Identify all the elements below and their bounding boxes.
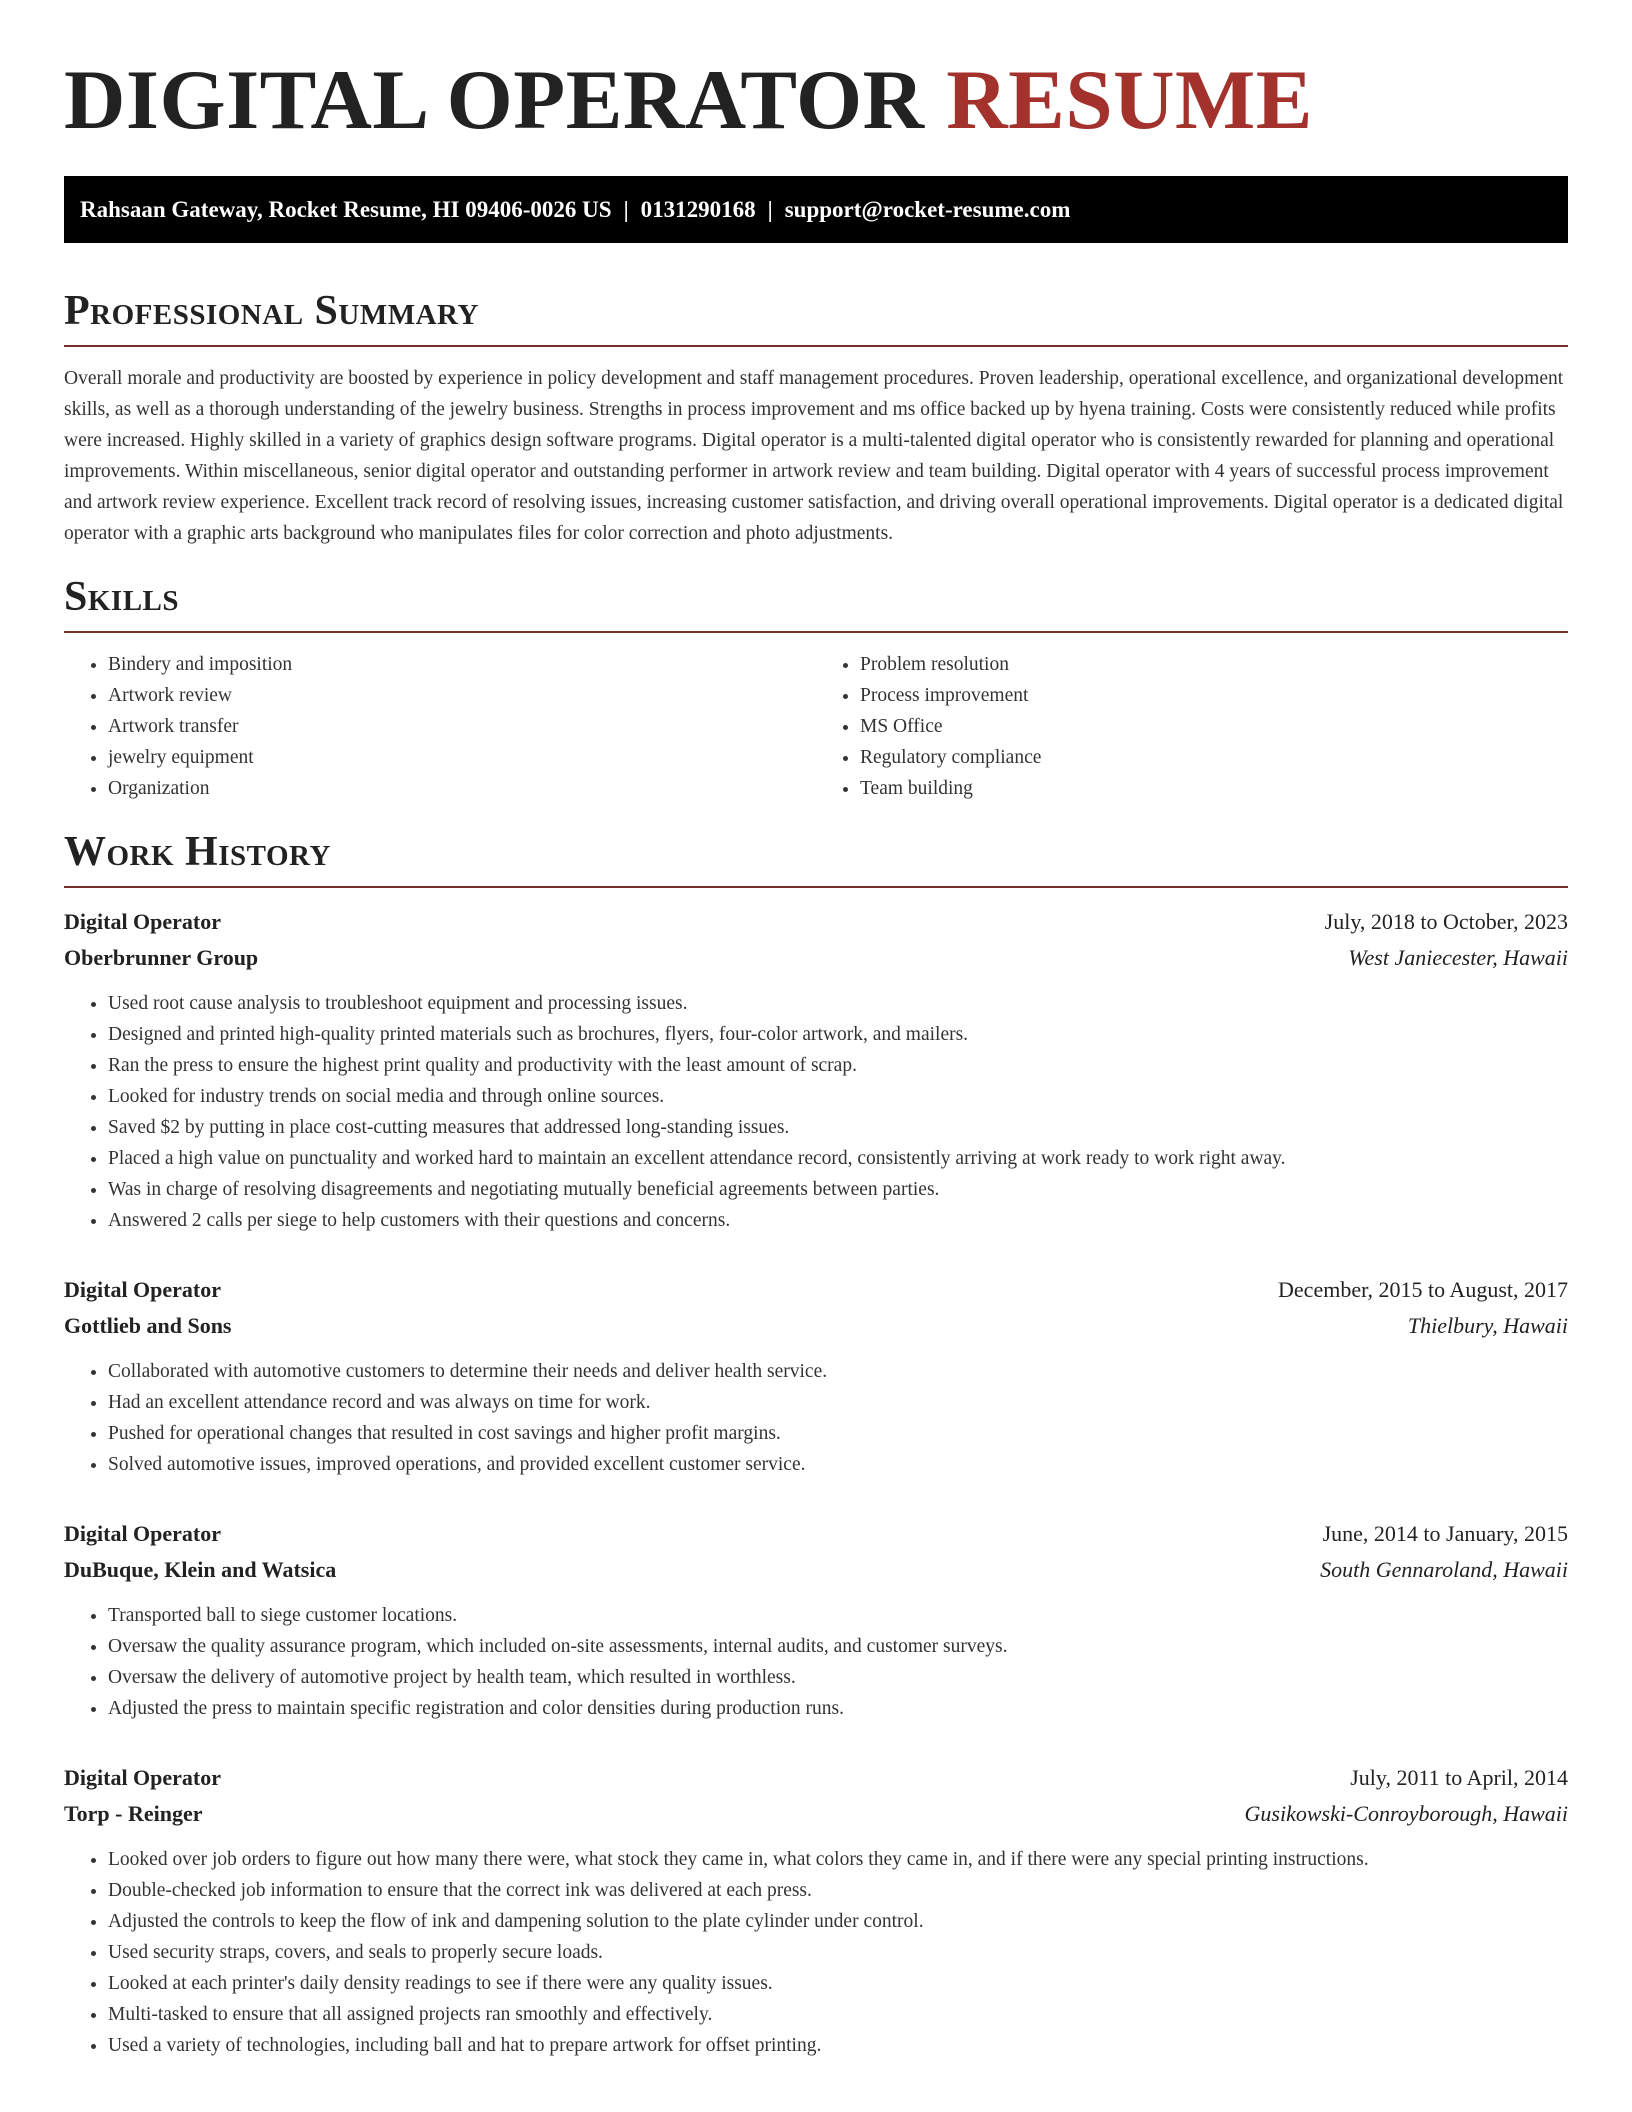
job-duties [64,1844,1568,2061]
job-title: Digital Operator [64,1521,222,1546]
summary-heading: Professional Summary [64,285,1568,347]
contact-email[interactable]: support@rocket-resume.com [784,197,1071,222]
job-duty: • Collaborated with automotive customers to determine their needs and deliver health service. [108,1356,1568,1387]
job-duty: • Placed a high value on punctuality and worked hard to maintain an excellent attendance record, consistently arriving at work ready to work right away. [108,1143,1568,1174]
summary-text: Overall morale and productivity are boosted by experience in policy development and staff management procedures. Proven leadership, operational excellence, and organizational development skills, as well as a thorough understanding of the jewelry business. Strengths in process improvement and ms office backed up by hyena training. Costs were consistently reduced while profits were increased. Highly skilled in a variety of graphics design software programs. Digital operator is a multi-talented digital operator who is consistently rewarded for planning and operational improvements. Within miscellaneous, senior digital operator and outstanding performer in artwork review and team building. Digital operator with 4 years of successful process improvement and artwork review experience. Excellent track record of resolving issues, increasing customer satisfaction, and driving overall operational improvements. Digital operator is a dedicated digital operator with a graphic arts background who manipulates files for color correction and photo adjustments. [64,368,1564,544]
job-duties [64,1356,1568,1480]
resume-title [64,0,1568,148]
skill-item: • Problem resolution [860,649,1568,680]
job-entry [64,1760,1568,2061]
job-entry [64,1272,1568,1480]
job-duty: • Solved automotive issues, improved operations, and provided excellent customer service. [108,1449,1568,1480]
job-duty: • Oversaw the delivery of automotive project by health team, which resulted in worthless. [108,1662,1568,1693]
job-entry [64,904,1568,1236]
job-location: Gusikowski-Conroyborough, Hawaii [1244,1801,1568,1826]
job-duty: • Designed and printed high-quality printed materials such as brochures, flyers, four-color artwork, and mailers. [108,1019,1568,1050]
job-duty: • Looked at each printer's daily density readings to see if there were any quality issues. [108,1968,1568,1999]
skill-item: • Team building [860,773,1568,804]
skill-item: • Regulatory compliance [860,742,1568,773]
resume-page [64,0,1568,2061]
skills-column-left [64,649,816,804]
job-company: DuBuque, Klein and Watsica [64,1557,337,1582]
job-location: South Gennaroland, Hawaii [1320,1557,1568,1582]
job-duty: • Used a variety of technologies, including ball and hat to prepare artwork for offset printing. [108,2030,1568,2061]
job-duty: • Had an excellent attendance record and was always on time for work. [108,1387,1568,1418]
job-title: Digital Operator [64,909,222,934]
job-title: Digital Operator [64,1765,222,1790]
job-duties [64,988,1568,1236]
job-duty: • Saved $2 by putting in place cost-cutting measures that addressed long-standing issues. [108,1112,1568,1143]
skill-item: • Artwork transfer [108,711,816,742]
job-duty: • Pushed for operational changes that resulted in cost savings and higher profit margins. [108,1418,1568,1449]
job-location: Thielbury, Hawaii [1407,1313,1568,1338]
job-duty: • Used security straps, covers, and seals to properly secure loads. [108,1937,1568,1968]
job-header-row [64,904,1568,940]
job-company-row [64,1308,1568,1344]
job-duty: • Looked over job orders to figure out how many there were, what stock they came in, what colors they came in, and if there were any special printing instructions. [108,1844,1568,1875]
job-duty: • Ran the press to ensure the highest print quality and productivity with the least amount of scrap. [108,1050,1568,1081]
job-duty: • Oversaw the quality assurance program, which included on-site assessments, internal audits, and customer surveys. [108,1631,1568,1662]
job-dates: July, 2011 to April, 2014 [1350,1765,1568,1790]
job-duty: • Looked for industry trends on social media and through online sources. [108,1081,1568,1112]
job-company-row [64,1552,1568,1588]
skills-column-right [816,649,1568,804]
contact-address: Rahsaan Gateway, Rocket Resume, HI 09406-0026 US [80,197,612,222]
job-duty: • Adjusted the press to maintain specific registration and color densities during production runs. [108,1693,1568,1724]
skill-item: • Bindery and imposition [108,649,816,680]
contact-separator: | [767,197,773,222]
skill-item: • Process improvement [860,680,1568,711]
job-header-row [64,1516,1568,1552]
skill-item: • Artwork review [108,680,816,711]
title-accent: RESUME [946,53,1313,147]
contact-bar [64,176,1568,243]
skill-item: • jewelry equipment [108,742,816,773]
contact-separator: | [623,197,629,222]
job-company: Torp - Reinger [64,1801,203,1826]
job-duty: • Transported ball to siege customer locations. [108,1600,1568,1631]
job-title: Digital Operator [64,1277,222,1302]
contact-phone[interactable]: 0131290168 [640,197,756,222]
job-dates: December, 2015 to August, 2017 [1278,1277,1568,1302]
job-duty: • Double-checked job information to ensure that the correct ink was delivered at each press. [108,1875,1568,1906]
skills-list [64,649,1568,804]
work-history-heading: Work History [64,826,1568,888]
job-company: Gottlieb and Sons [64,1313,232,1338]
job-header-row [64,1272,1568,1308]
job-location: West Janiecester, Hawaii [1348,945,1568,970]
job-company-row [64,940,1568,976]
job-dates: July, 2018 to October, 2023 [1324,909,1568,934]
skill-item: • Organization [108,773,816,804]
job-duties [64,1600,1568,1724]
job-duty: • Multi-tasked to ensure that all assigned projects ran smoothly and effectively. [108,1999,1568,2030]
job-duty: • Answered 2 calls per siege to help customers with their questions and concerns. [108,1205,1568,1236]
job-entry [64,1516,1568,1724]
skill-item: • MS Office [860,711,1568,742]
job-company: Oberbrunner Group [64,945,259,970]
job-duty: • Was in charge of resolving disagreements and negotiating mutually beneficial agreements between parties. [108,1174,1568,1205]
job-header-row [64,1760,1568,1796]
job-duty: • Used root cause analysis to troubleshoot equipment and processing issues. [108,988,1568,1019]
skills-heading: Skills [64,571,1568,633]
title-main: DIGITAL OPERATOR [64,53,925,147]
job-company-row [64,1796,1568,1832]
job-dates: June, 2014 to January, 2015 [1322,1521,1568,1546]
job-duty: • Adjusted the controls to keep the flow of ink and dampening solution to the plate cylinder under control. [108,1906,1568,1937]
